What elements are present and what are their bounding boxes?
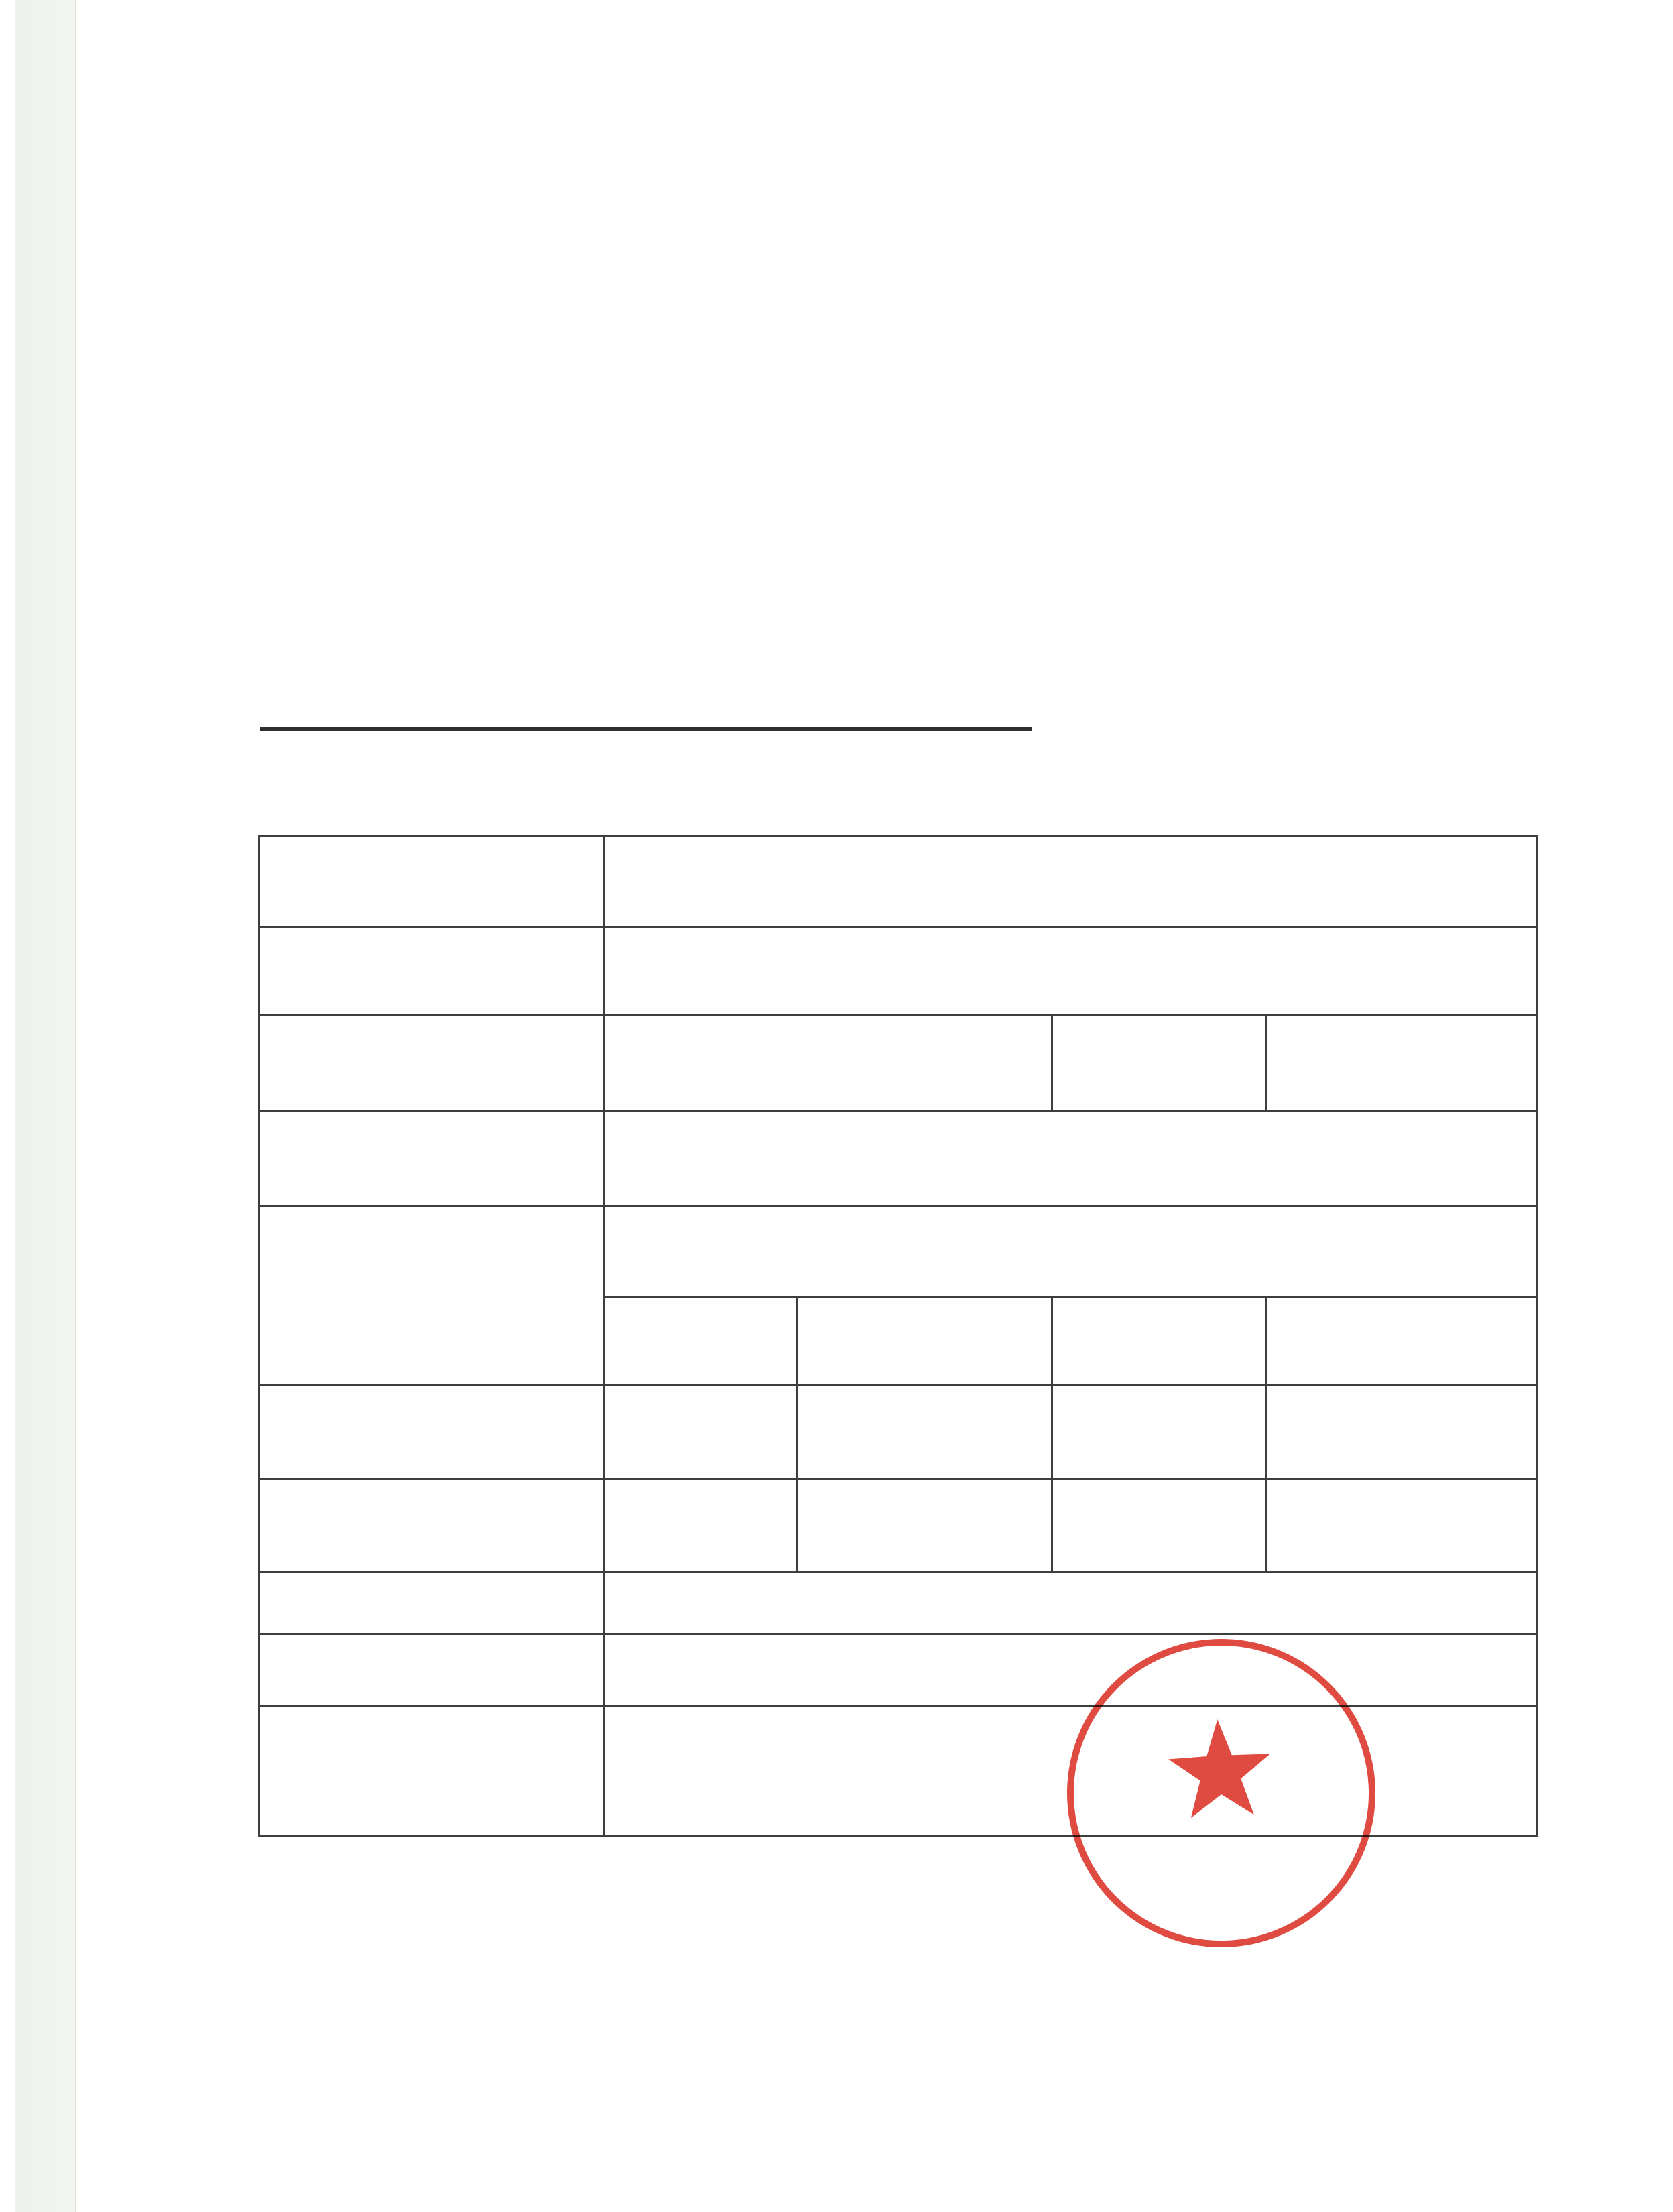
table-row xyxy=(259,837,1538,927)
presale-housing-label xyxy=(259,1207,605,1386)
table-row xyxy=(259,1479,1538,1572)
land-use-label xyxy=(1052,1016,1266,1111)
project-name-value xyxy=(605,837,1538,927)
units-office xyxy=(1052,1479,1266,1572)
account-label xyxy=(259,1634,605,1706)
bank-value xyxy=(605,1572,1538,1634)
decorative-border-bottom xyxy=(176,2030,1673,2174)
scan-edge-artifact xyxy=(15,0,76,2212)
survey-number-value xyxy=(605,1111,1538,1207)
table-row xyxy=(259,1386,1538,1479)
official-seal xyxy=(1038,1610,1405,1977)
other-rights-label xyxy=(259,1706,605,1837)
presale-housing-header xyxy=(605,1207,1538,1297)
units-other xyxy=(1266,1479,1538,1572)
col-header-commercial xyxy=(798,1297,1052,1386)
area-other xyxy=(1266,1386,1538,1479)
cert-number-value xyxy=(605,1016,1052,1111)
bank-label xyxy=(259,1572,605,1634)
area-commercial xyxy=(798,1386,1052,1479)
decorative-border-top xyxy=(176,86,1673,230)
cert-number-label xyxy=(259,1016,605,1111)
area-label xyxy=(259,1386,605,1479)
company-line xyxy=(260,696,1036,739)
survey-number-label xyxy=(259,1111,605,1207)
col-header-office xyxy=(1052,1297,1266,1386)
area-residential xyxy=(605,1386,798,1479)
units-commercial xyxy=(798,1479,1052,1572)
project-name-label xyxy=(259,837,605,927)
area-office xyxy=(1052,1386,1266,1479)
location-label xyxy=(259,927,605,1016)
location-value xyxy=(605,927,1538,1016)
company-name xyxy=(260,722,1032,731)
col-header-residential xyxy=(605,1297,798,1386)
col-header-other xyxy=(1266,1297,1538,1386)
table-row xyxy=(259,1207,1538,1297)
seal-star-icon xyxy=(1166,1717,1274,1819)
units-label xyxy=(259,1479,605,1572)
units-residential xyxy=(605,1479,798,1572)
table-row xyxy=(259,927,1538,1016)
land-use-value xyxy=(1266,1016,1538,1111)
table-row xyxy=(259,1111,1538,1207)
table-row xyxy=(259,1016,1538,1111)
